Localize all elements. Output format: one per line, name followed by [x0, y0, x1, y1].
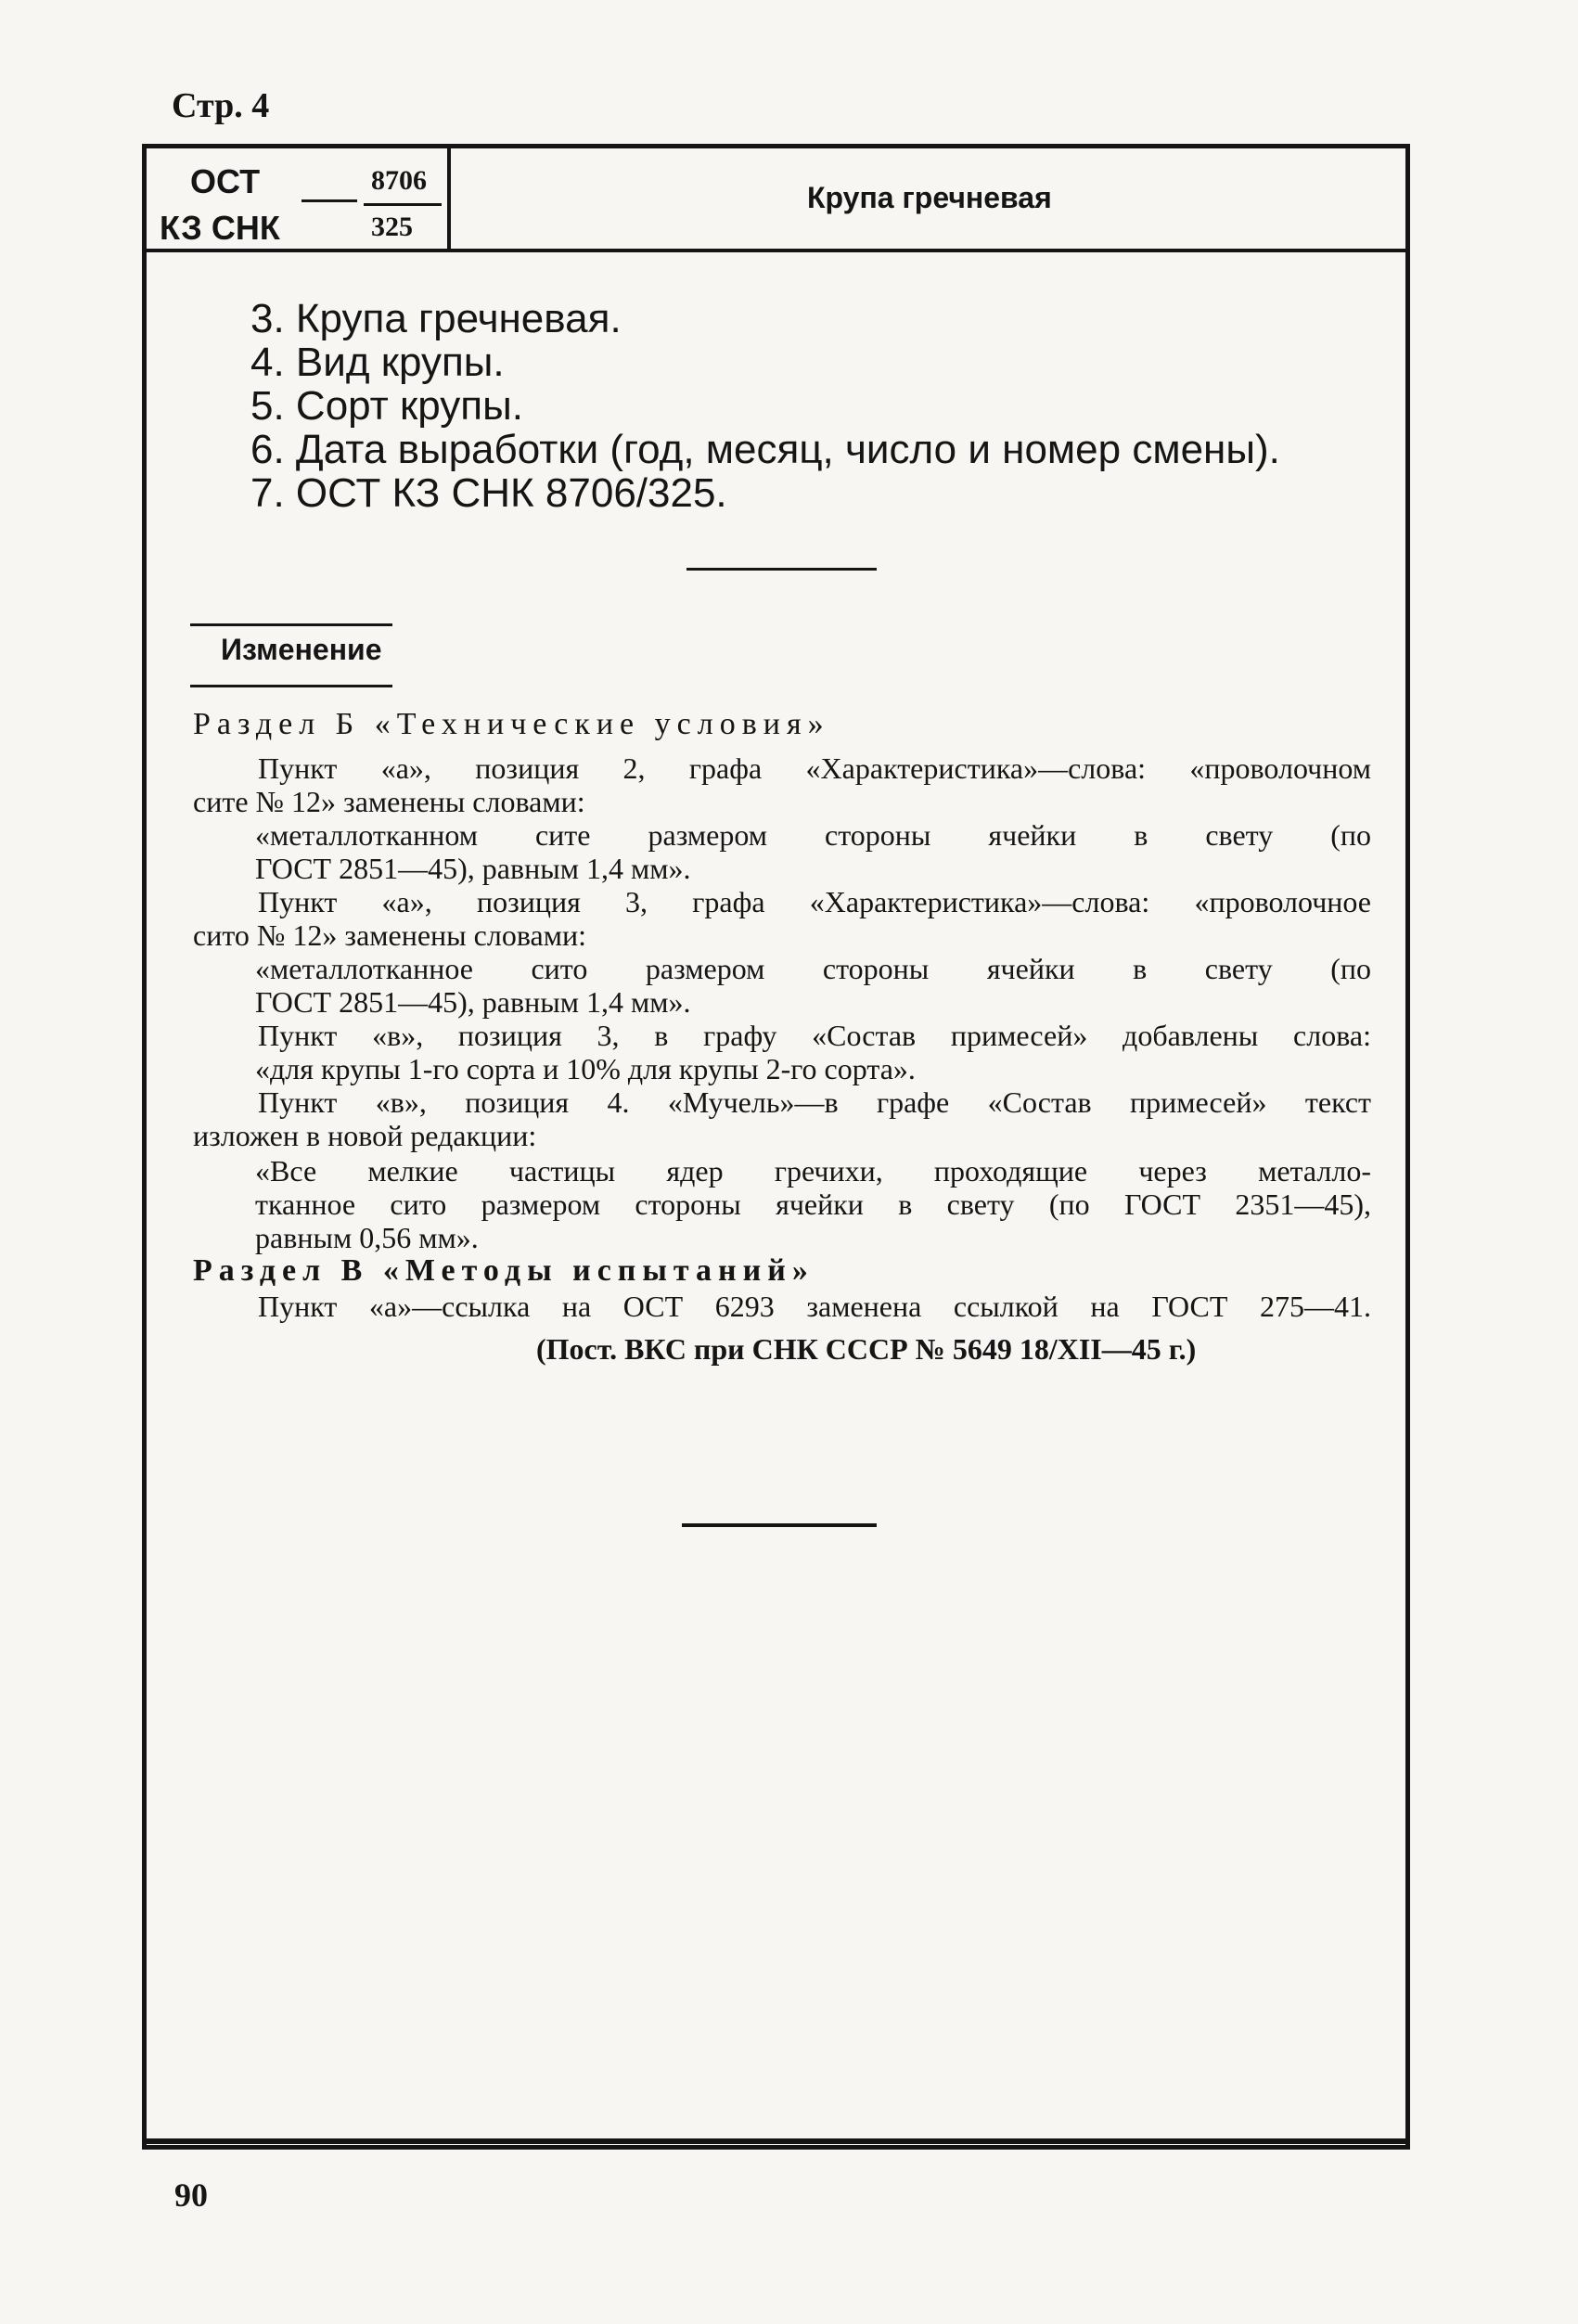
- quoted-text-line: равным 0,56 мм».: [255, 1221, 479, 1254]
- standard-code-ost: ОСТ: [190, 162, 261, 200]
- change-heading: Изменение: [221, 633, 382, 666]
- code-dash: [301, 199, 357, 202]
- quoted-text-line: «металлотканном сите размером стороны ячейки в свету (по: [255, 818, 1371, 852]
- change-paragraph-line: Пункт «а», позиция 3, графа «Характеристика»—слова: «проволочное: [258, 885, 1371, 918]
- section-b-title: Раздел Б «Технические условия»: [193, 707, 830, 741]
- standard-code-kz-snk: КЗ СНК: [160, 209, 280, 247]
- change-heading-bottom-rule: [190, 685, 392, 687]
- change-paragraph-line: сите № 12» заменены словами:: [193, 785, 585, 818]
- label-item: 3. Крупа гречневая.: [250, 296, 622, 341]
- label-item: 6. Дата выработки (год, месяц, число и номер смены).: [250, 427, 1280, 472]
- page-number: 90: [174, 2176, 208, 2214]
- decree-reference: (Пост. ВКС при СНК СССР № 5649 18/XII—45 г.): [536, 1332, 1197, 1366]
- change-paragraph-line: сито № 12» заменены словами:: [193, 918, 586, 952]
- change-paragraph-line: Пункт «а», позиция 2, графа «Характеристика»—слова: «проволочном: [258, 751, 1371, 785]
- quoted-text-line: «металлотканное сито размером стороны ячейки в свету (по: [255, 952, 1371, 985]
- change-paragraph-line: изложен в новой редакции:: [193, 1119, 537, 1152]
- quoted-text-line: «для крупы 1-го сорта и 10% для крупы 2-го сорта».: [255, 1052, 916, 1085]
- bottom-rule: [142, 2138, 1410, 2144]
- header-divider: [447, 148, 451, 249]
- change-paragraph-line: Пункт «в», позиция 3, в графу «Состав примесей» добавлены слова:: [258, 1019, 1371, 1052]
- label-item: 4. Вид крупы.: [250, 340, 505, 385]
- quoted-text-line: тканное сито размером стороны ячейки в свету (по ГОСТ 2351—45),: [255, 1188, 1371, 1221]
- label-item: 7. ОСТ КЗ СНК 8706/325.: [250, 470, 727, 516]
- change-paragraph-line: Пункт «а»—ссылка на ОСТ 6293 заменена ссылкой на ГОСТ 275—41.: [258, 1290, 1371, 1323]
- standard-code-denominator: 325: [371, 212, 413, 242]
- separator-rule: [686, 568, 877, 571]
- quoted-text-line: ГОСТ 2851—45), равным 1,4 мм».: [255, 985, 691, 1019]
- label-item: 5. Сорт крупы.: [250, 383, 523, 429]
- change-paragraph-line: Пункт «в», позиция 4. «Мучель»—в графе «Состав примесей» текст: [258, 1085, 1371, 1119]
- quoted-text-line: «Все мелкие частицы ядер гречихи, проходящие через металло-: [255, 1154, 1371, 1188]
- header-title: Крупа гречневая: [807, 181, 1052, 214]
- page-label: Стр. 4: [172, 86, 270, 125]
- code-fraction-rule: [364, 203, 442, 206]
- change-heading-top-rule: [190, 623, 392, 626]
- header-rule: [142, 249, 1410, 252]
- standard-code-numerator: 8706: [371, 165, 427, 196]
- label-items-list: [250, 297, 1280, 515]
- section-v-title: Раздел В «Методы испытаний»: [193, 1253, 815, 1288]
- quoted-text-line: ГОСТ 2851—45), равным 1,4 мм».: [255, 852, 691, 885]
- separator-rule: [682, 1523, 877, 1527]
